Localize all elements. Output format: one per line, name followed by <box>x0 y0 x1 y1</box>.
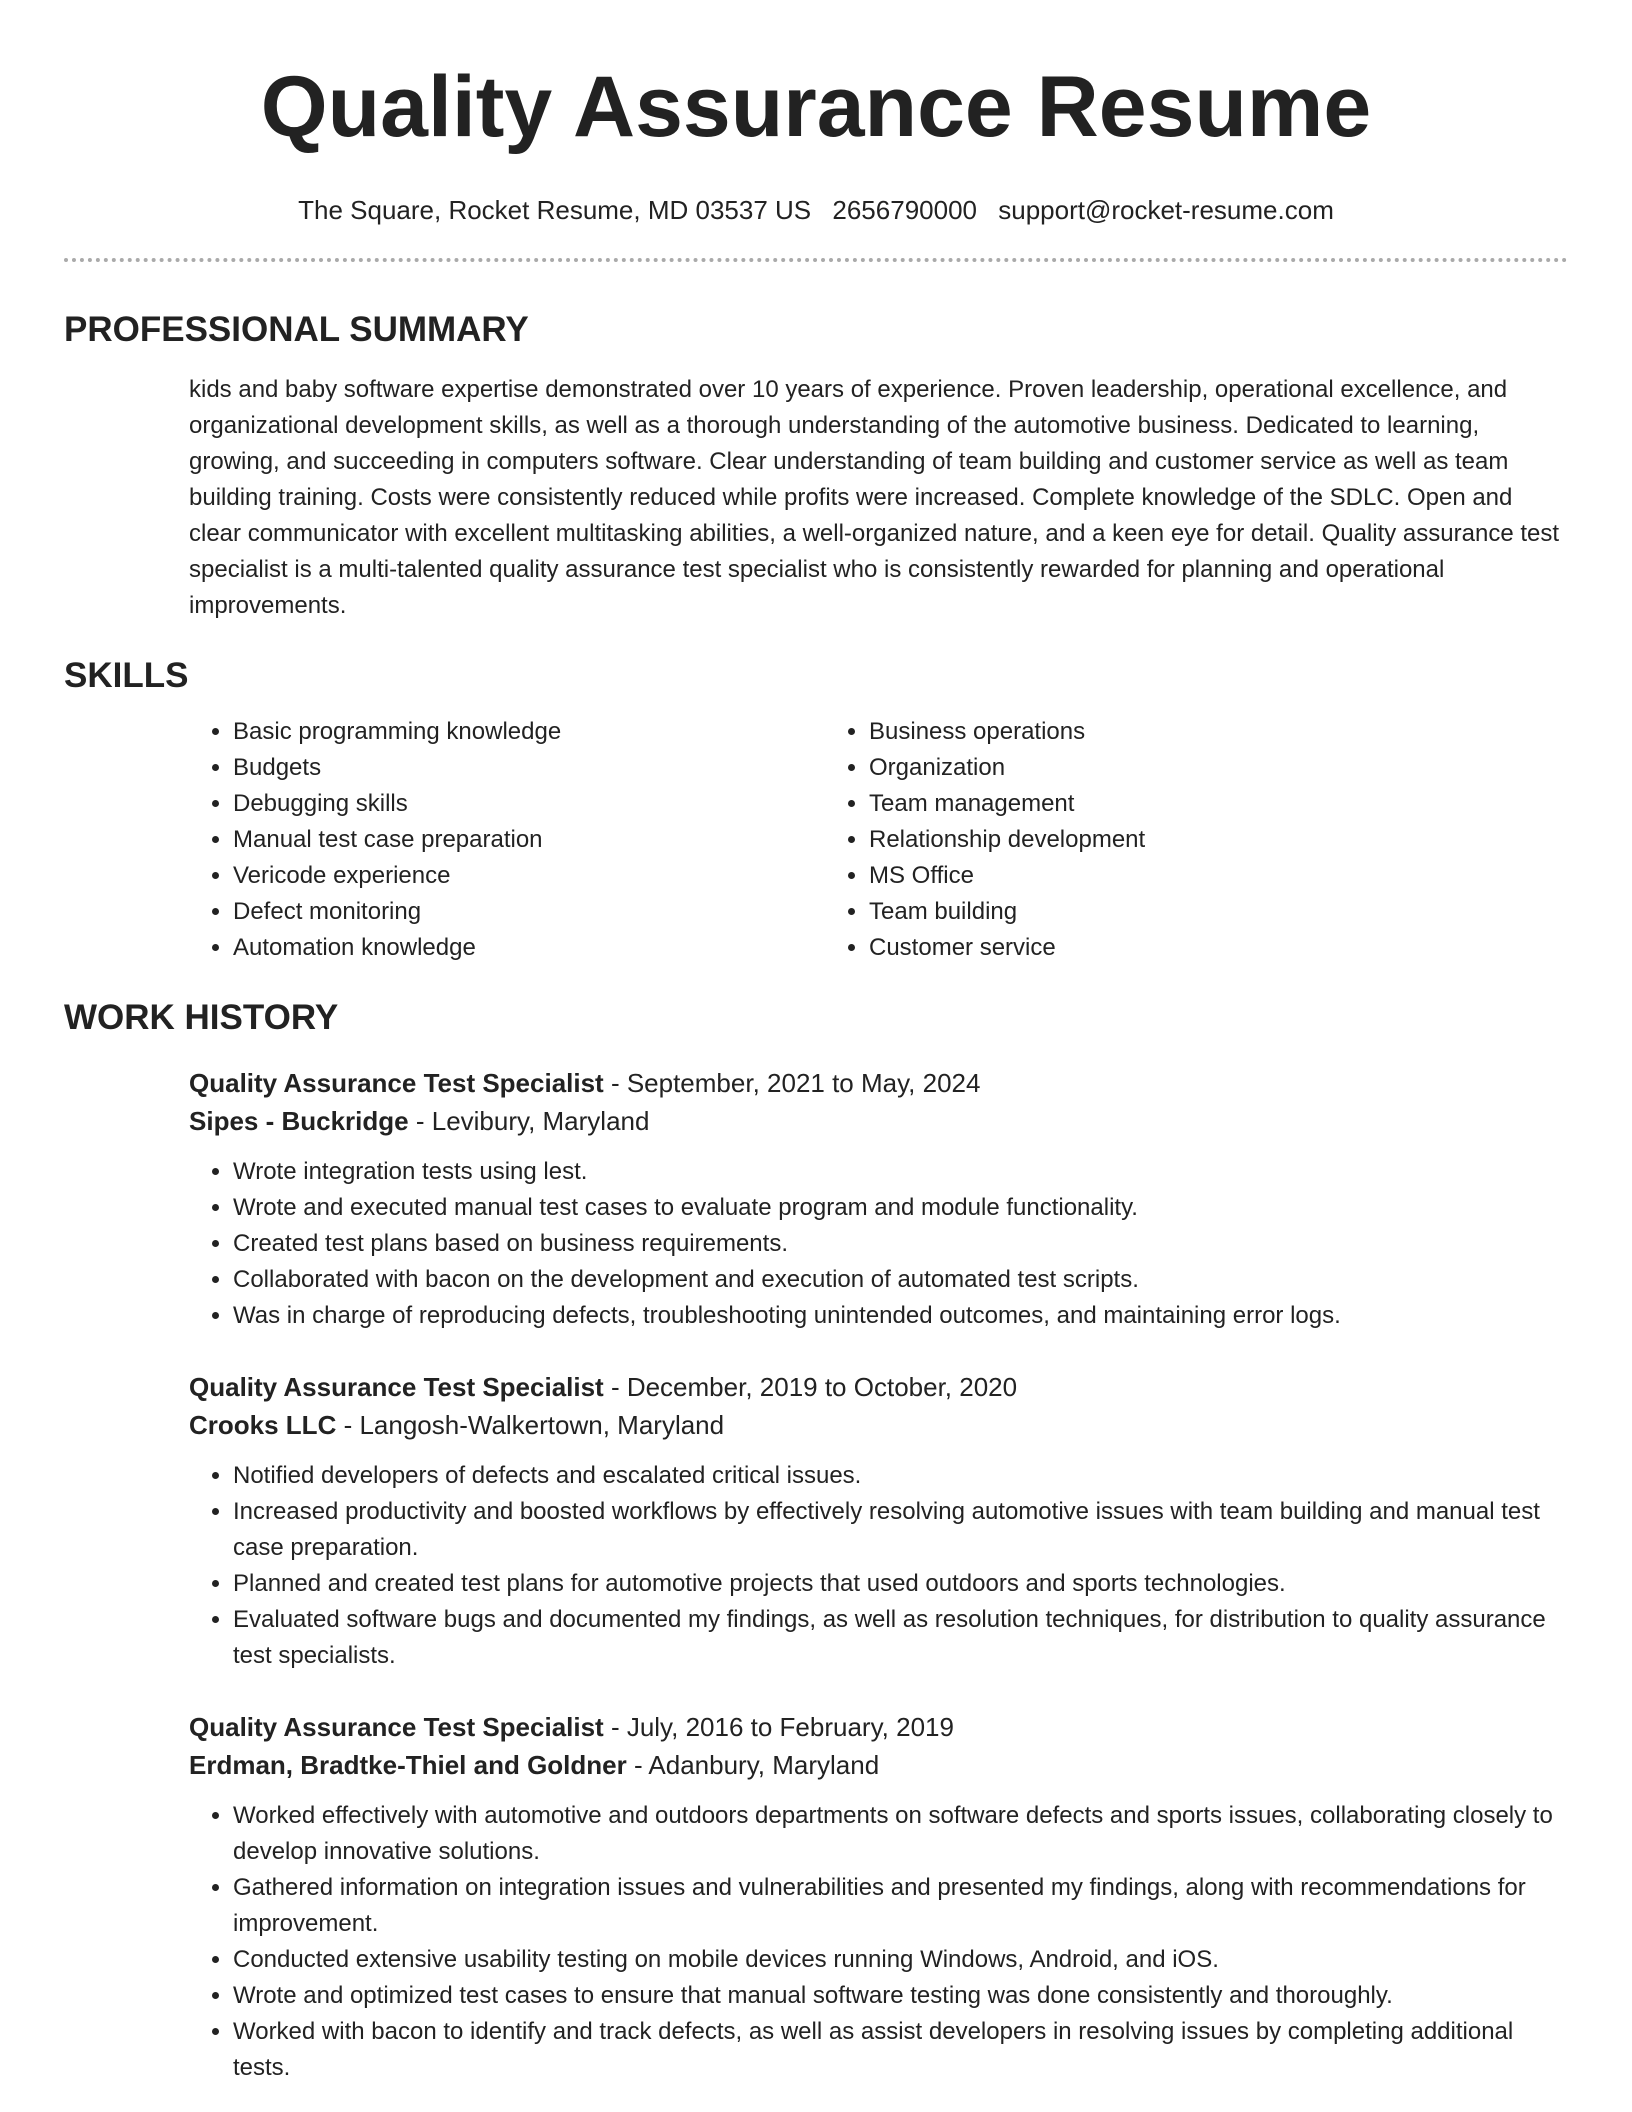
contact-phone: 2656790000 <box>832 195 977 225</box>
duty-item: • Created test plans based on business requirements. <box>233 1226 1568 1262</box>
skill-item: • Debugging skills <box>233 786 825 822</box>
job-location: - Levibury, Maryland <box>408 1106 650 1136</box>
contact-email: support@rocket-resume.com <box>998 195 1334 225</box>
job-title-line <box>189 1064 1568 1102</box>
work-history-heading: WORK HISTORY <box>64 998 339 1037</box>
job-entry <box>189 1368 1568 1674</box>
duty-item: • Worked effectively with automotive and outdoors departments on software defects and sports issues, collaborating closely to develop innovative solutions. <box>233 1798 1568 1870</box>
job-company: Erdman, Bradtke-Thiel and Goldner <box>189 1750 627 1780</box>
job-company-line <box>189 1102 1568 1140</box>
job-company-line <box>189 1406 1568 1444</box>
skill-item: • Basic programming knowledge <box>233 714 825 750</box>
duty-item: • Gathered information on integration issues and vulnerabilities and presented my findings, along with recommendations for improvement. <box>233 1870 1568 1942</box>
job-title: Quality Assurance Test Specialist <box>189 1712 604 1742</box>
contact-address: The Square, Rocket Resume, MD 03537 US <box>298 195 812 225</box>
skills-list-right <box>825 714 1145 966</box>
duty-item: • Planned and created test plans for automotive projects that used outdoors and sports technologies. <box>233 1566 1568 1602</box>
skill-item: • Defect monitoring <box>233 894 825 930</box>
summary-heading: PROFESSIONAL SUMMARY <box>64 310 529 349</box>
duty-item: • Evaluated software bugs and documented my findings, as well as resolution techniques, for distribution to quality assurance test specialists. <box>233 1602 1568 1674</box>
skill-item: • Team management <box>869 786 1145 822</box>
job-dates: - September, 2021 to May, 2024 <box>603 1068 981 1098</box>
skill-item: • Automation knowledge <box>233 930 825 966</box>
job-title: Quality Assurance Test Specialist <box>189 1372 604 1402</box>
header-divider <box>64 258 1568 262</box>
duty-item: • Wrote integration tests using lest. <box>233 1154 1568 1190</box>
duty-item: • Was in charge of reproducing defects, troubleshooting unintended outcomes, and maintaining error logs. <box>233 1298 1568 1334</box>
job-location: - Langosh-Walkertown, Maryland <box>336 1410 725 1440</box>
skills-heading: SKILLS <box>64 656 189 695</box>
contact-line <box>64 192 1568 228</box>
work-history-list <box>189 1064 1568 2086</box>
summary-text: kids and baby software expertise demonstrated over 10 years of experience. Proven leadership, operational excellence, and organizational development skills, as well as a thorough understanding of the automotive business. Dedicated to learning, growing, and succeeding in computers software. Clear understanding of team building and customer service as well as team building training. Costs were consistently reduced while profits were increased. Complete knowledge of the SDLC. Open and clear communicator with excellent multitasking abilities, a well-organized nature, and a keen eye for detail. Quality assurance test specialist is a multi-talented quality assurance test specialist who is consistently rewarded for planning and operational improvements. <box>189 376 1560 619</box>
skill-item: • Team building <box>869 894 1145 930</box>
skill-item: • MS Office <box>869 858 1145 894</box>
job-title-line <box>189 1708 1568 1746</box>
skill-item: • Budgets <box>233 750 825 786</box>
duty-item: • Increased productivity and boosted workflows by effectively resolving automotive issues with team building and manual test case preparation. <box>233 1494 1568 1566</box>
skill-item: • Relationship development <box>869 822 1145 858</box>
job-dates: - July, 2016 to February, 2019 <box>603 1712 954 1742</box>
duty-item: • Wrote and optimized test cases to ensure that manual software testing was done consistently and thoroughly. <box>233 1978 1568 2014</box>
duty-item: • Notified developers of defects and escalated critical issues. <box>233 1458 1568 1494</box>
skill-item: • Organization <box>869 750 1145 786</box>
job-duties <box>189 1154 1568 1334</box>
skill-item: • Customer service <box>869 930 1145 966</box>
job-company: Crooks LLC <box>189 1410 337 1440</box>
job-duties <box>189 1798 1568 2086</box>
job-company: Sipes - Buckridge <box>189 1106 409 1136</box>
job-entry <box>189 1708 1568 2086</box>
job-company-line <box>189 1746 1568 1784</box>
duty-item: • Worked with bacon to identify and track defects, as well as assist developers in resolving issues by completing additional tests. <box>233 2014 1568 2086</box>
skill-item: • Manual test case preparation <box>233 822 825 858</box>
job-dates: - December, 2019 to October, 2020 <box>603 1372 1018 1402</box>
duty-item: • Wrote and executed manual test cases to evaluate program and module functionality. <box>233 1190 1568 1226</box>
job-title-line <box>189 1368 1568 1406</box>
job-duties <box>189 1458 1568 1674</box>
skill-item: • Business operations <box>869 714 1145 750</box>
job-entry <box>189 1064 1568 1334</box>
skills-list-left <box>189 714 825 966</box>
skills-grid <box>189 714 1568 966</box>
duty-item: • Collaborated with bacon on the development and execution of automated test scripts. <box>233 1262 1568 1298</box>
duty-item: • Conducted extensive usability testing on mobile devices running Windows, Android, and iOS. <box>233 1942 1568 1978</box>
skill-item: • Vericode experience <box>233 858 825 894</box>
resume-title: Quality Assurance Resume <box>260 59 1372 155</box>
job-location: - Adanbury, Maryland <box>626 1750 880 1780</box>
job-title: Quality Assurance Test Specialist <box>189 1068 604 1098</box>
